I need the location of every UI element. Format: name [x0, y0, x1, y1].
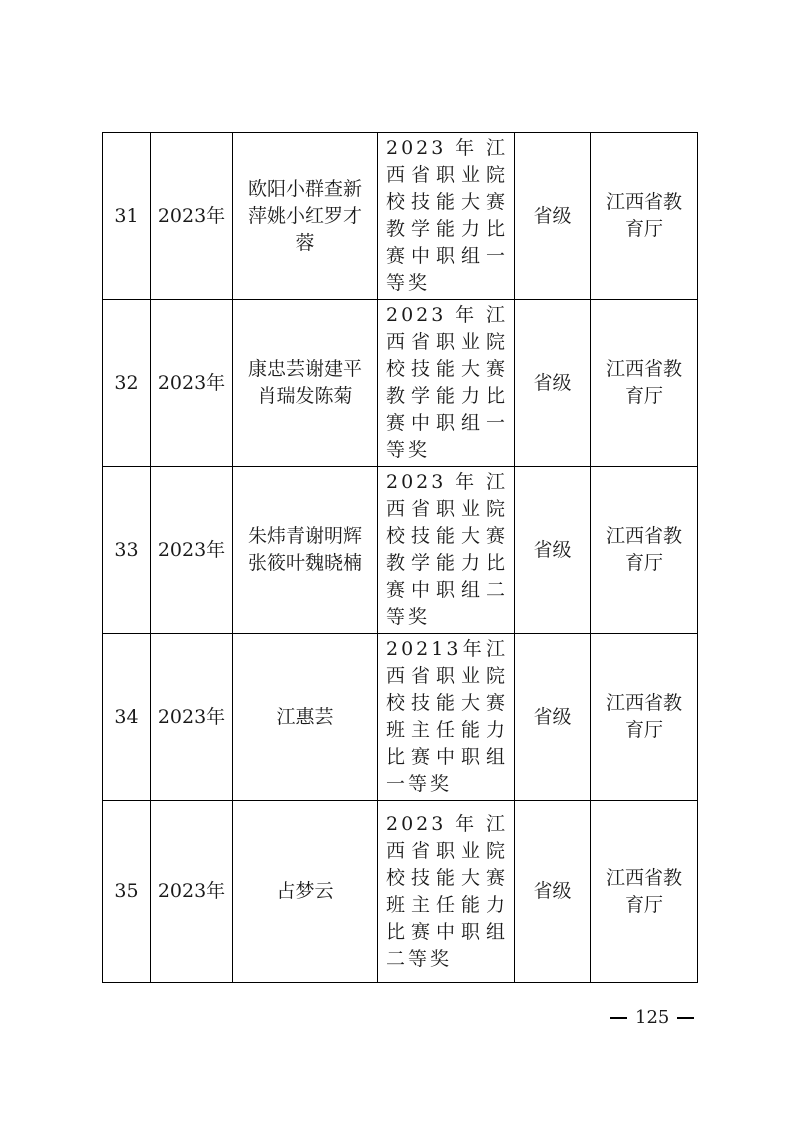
dash-right [677, 1017, 694, 1019]
award-year: 2023年 [151, 467, 233, 634]
award-level: 省级 [515, 634, 591, 801]
award-table [102, 132, 698, 983]
table-row [103, 801, 698, 983]
award-title: 2023年江西省职业院校技能大赛班主任能力比赛中职组二等奖 [378, 801, 515, 983]
row-number: 31 [103, 133, 151, 300]
page-number [610, 1007, 694, 1028]
award-year: 2023年 [151, 300, 233, 467]
award-level: 省级 [515, 467, 591, 634]
winner-names: 江惠芸 [233, 634, 378, 801]
row-number: 34 [103, 634, 151, 801]
issuing-authority: 江西省教育厅 [591, 634, 698, 801]
award-level: 省级 [515, 133, 591, 300]
table-row [103, 133, 698, 300]
issuing-authority: 江西省教育厅 [591, 467, 698, 634]
winner-names: 欧阳小群查新萍姚小红罗才蓉 [233, 133, 378, 300]
row-number: 35 [103, 801, 151, 983]
issuing-authority: 江西省教育厅 [591, 133, 698, 300]
winner-names: 占梦云 [233, 801, 378, 983]
issuing-authority: 江西省教育厅 [591, 801, 698, 983]
winner-names: 朱炜青谢明辉张筱叶魏晓楠 [233, 467, 378, 634]
award-year: 2023年 [151, 634, 233, 801]
award-year: 2023年 [151, 133, 233, 300]
page-number-text: 125 [635, 1007, 670, 1028]
award-year: 2023年 [151, 801, 233, 983]
award-title: 2023年江西省职业院校技能大赛教学能力比赛中职组一等奖 [378, 133, 515, 300]
table-row [103, 467, 698, 634]
dash-left [610, 1017, 627, 1019]
row-number: 33 [103, 467, 151, 634]
award-level: 省级 [515, 300, 591, 467]
award-title: 2023年江西省职业院校技能大赛教学能力比赛中职组二等奖 [378, 467, 515, 634]
table-row [103, 634, 698, 801]
award-title: 2023年江西省职业院校技能大赛教学能力比赛中职组一等奖 [378, 300, 515, 467]
award-level: 省级 [515, 801, 591, 983]
row-number: 32 [103, 300, 151, 467]
table-row [103, 300, 698, 467]
winner-names: 康忠芸谢建平肖瑞发陈菊 [233, 300, 378, 467]
award-title: 20213年江西省职业院校技能大赛班主任能力比赛中职组一等奖 [378, 634, 515, 801]
issuing-authority: 江西省教育厅 [591, 300, 698, 467]
